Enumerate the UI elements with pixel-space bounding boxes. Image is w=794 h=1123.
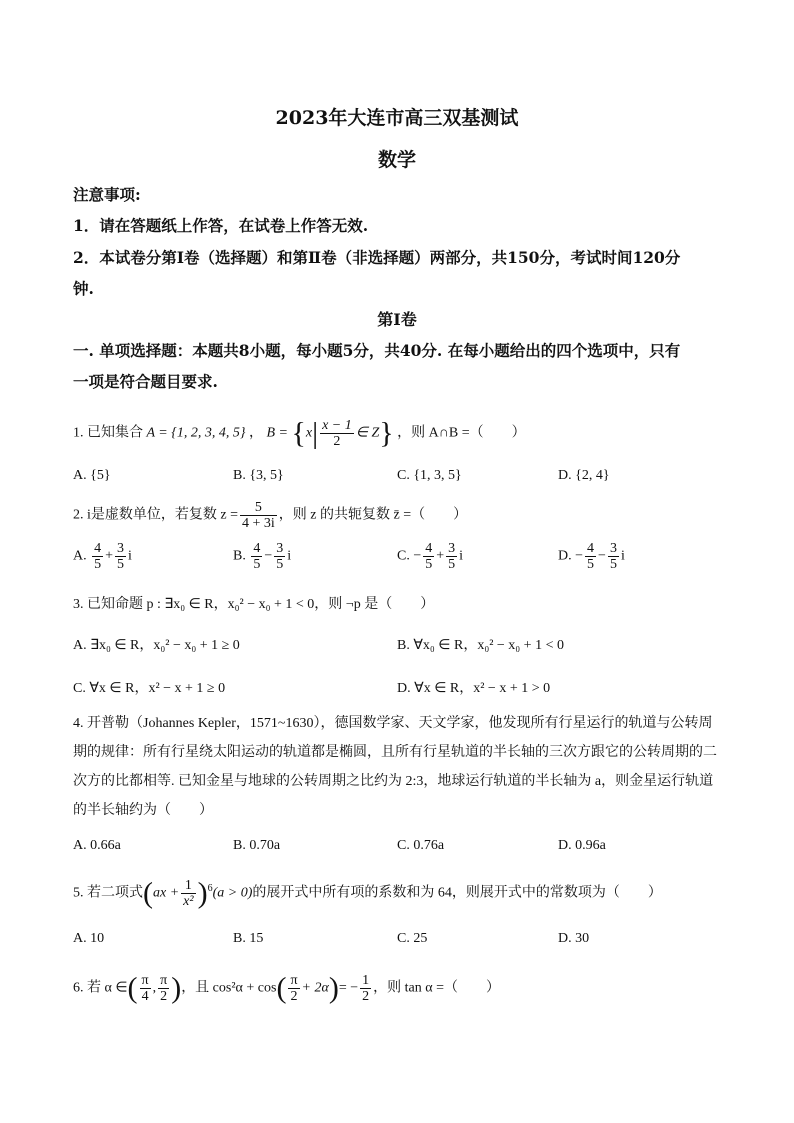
q1-frac-den: 2 bbox=[333, 434, 341, 449]
q1-frac-num: x − 1 bbox=[322, 418, 352, 433]
q2-prefix: 2. i是虚数单位，若复数 z = bbox=[73, 507, 238, 523]
q2-option-b bbox=[233, 541, 291, 572]
question-1: 1. 已知集合 A = {1, 2, 3, 4, 5} ， B = {x| $\frac{x - 1}{2}$ ∈ Z} ，则 A∩B =（ ） bbox=[73, 416, 526, 450]
q2-a-den1: 5 bbox=[94, 557, 102, 572]
q2-c-lead: − bbox=[413, 548, 422, 564]
q2-d-den1: 5 bbox=[587, 557, 595, 572]
q5-power: 6 bbox=[207, 883, 213, 895]
q2-opt-a-label: A. bbox=[73, 548, 87, 564]
q2-opt-b-label: B. bbox=[233, 548, 246, 564]
q1-set-b-var: x bbox=[305, 425, 313, 441]
q2-a-num2: 3 bbox=[117, 541, 125, 556]
q1-fraction bbox=[320, 418, 354, 449]
question-3: 3. 已知命题 p : ∃x₀ ∈ R，x₀² − x₀ + 1 < 0，则 ¬p 是（ ） bbox=[73, 597, 435, 612]
q1-suffix: ，则 A∩B =（ ） bbox=[397, 425, 526, 441]
q4-option-d: D. 0.96a bbox=[558, 838, 606, 853]
section-label: 第Ⅰ卷 bbox=[377, 310, 417, 329]
q6-prefix: 6. 若 α ∈ bbox=[73, 980, 128, 996]
q1-option-d: D. {2, 4} bbox=[558, 468, 610, 483]
q2-c-sign: + bbox=[436, 548, 445, 564]
section-instructions: 一. 单项选择题：本题共8小题，每小题5分，共40分. 在每小题给出的四个选项中，只有 bbox=[73, 341, 681, 360]
q4-line-1: 4. 开普勒（Johannes Kepler，1571~1630），德国数学家、天文学家，他发现所有行星运行的轨道与公转周 bbox=[73, 716, 713, 731]
q2-b-num2: 3 bbox=[276, 541, 284, 556]
q6-den-2c: 2 bbox=[362, 989, 370, 1004]
q4-option-b: B. 0.70a bbox=[233, 838, 281, 853]
q3-option-b: B. ∀x₀ ∈ R，x₀² − x₀ + 1 < 0 bbox=[397, 638, 564, 653]
q5-option-d: D. 30 bbox=[558, 931, 590, 946]
q2-c-den2: 5 bbox=[448, 557, 456, 572]
q2-c-i: i bbox=[459, 548, 464, 564]
q6-den-2: 2 bbox=[160, 989, 168, 1004]
q2-option-a bbox=[73, 541, 132, 572]
q2-suffix: ，则 z 的共轭复数 z̄ =（ ） bbox=[278, 507, 468, 523]
q4-option-c: C. 0.76a bbox=[397, 838, 445, 853]
q6-num-1: 1 bbox=[362, 973, 370, 988]
q5-option-c: C. 25 bbox=[397, 931, 428, 946]
exam-title: 2023年大连市高三双基测试 bbox=[275, 107, 519, 129]
q4-line-2: 期的规律：所有行星绕太阳运动的轨道都是椭圆，且所有行星轨道的半长轴的三次方跟它的公转周期的二 bbox=[73, 745, 717, 760]
q1-set-a: A = {1, 2, 3, 4, 5} bbox=[146, 425, 246, 441]
q4-line-3: 次方的比都相等. 已知金星与地球的公转周期之比约为 2:3，地球运行轨道的半长轴为 a，则金星运行轨道 bbox=[73, 774, 714, 789]
q6-pi-3: π bbox=[290, 973, 298, 988]
q2-d-num1: 4 bbox=[587, 541, 595, 556]
q2-c-den1: 5 bbox=[425, 557, 433, 572]
q1-option-c: C. {1, 3, 5} bbox=[397, 468, 462, 483]
q5-suffix: 的展开式中所有项的系数和为 64，则展开式中的常数项为（ ） bbox=[252, 885, 662, 901]
q2-b-i: i bbox=[287, 548, 292, 564]
q5-option-b: B. 15 bbox=[233, 931, 264, 946]
q1-option-a: A. {5} bbox=[73, 468, 111, 483]
q2-c-num1: 4 bbox=[425, 541, 433, 556]
q6-pi-2: π bbox=[160, 973, 168, 988]
q5-condition: (a > 0) bbox=[212, 885, 253, 901]
q2-option-c bbox=[397, 541, 463, 572]
q1-set-b-tail: ∈ Z bbox=[355, 425, 380, 441]
q6-mid: ，且 cos²α + cos bbox=[181, 980, 277, 996]
question-6: 6. 若 α ∈( $\frac{\pi}{4}$ , $\frac{\pi}{2}$ )，且 cos²α + cos( $\frac{\pi}{2}$ + 2α)= − $\frac{1}{2}$ ，则 tan α =（ ） bbox=[73, 971, 500, 1005]
q1-set-b-label: B = bbox=[266, 425, 292, 441]
q2-a-sign: + bbox=[105, 548, 114, 564]
q2-opt-d-label: D. bbox=[558, 548, 572, 564]
question-2 bbox=[73, 500, 467, 531]
notice-heading: 注意事项: bbox=[73, 185, 141, 204]
question-4 bbox=[73, 709, 723, 825]
q5-frac-num: 1 bbox=[181, 878, 195, 894]
q1-prefix: 1. 已知集合 bbox=[73, 425, 143, 441]
q2-b-den2: 5 bbox=[276, 557, 284, 572]
q5-option-a: A. 10 bbox=[73, 931, 105, 946]
section-instructions-cont: 一项是符合题目要求. bbox=[73, 372, 218, 391]
q2-b-den1: 5 bbox=[253, 557, 261, 572]
q2-option-d bbox=[558, 541, 625, 572]
q2-b-num1: 4 bbox=[253, 541, 261, 556]
q6-tail: + 2α bbox=[301, 980, 329, 996]
q2-d-lead: − bbox=[575, 548, 584, 564]
q5-prefix: 5. 若二项式 bbox=[73, 885, 143, 901]
q6-suffix: ，则 tan α =（ ） bbox=[373, 980, 500, 996]
q2-a-num1: 4 bbox=[94, 541, 102, 556]
q6-den-4: 4 bbox=[141, 989, 149, 1004]
q2-a-i: i bbox=[128, 548, 132, 564]
q1-sep: ， bbox=[248, 425, 263, 441]
exam-subject: 数学 bbox=[377, 149, 416, 171]
q2-fraction bbox=[240, 500, 277, 531]
q2-d-sign: − bbox=[598, 548, 606, 564]
q2-b-sign: − bbox=[264, 548, 273, 564]
notice-item-2-cont: 钟. bbox=[73, 279, 94, 298]
q5-expr: ax + bbox=[153, 885, 180, 901]
q3-option-a: A. ∃x₀ ∈ R，x₀² − x₀ + 1 ≥ 0 bbox=[73, 638, 240, 653]
q6-pi-1: π bbox=[141, 973, 149, 988]
question-5: 5. 若二项式(ax + $\frac{1}{\text{x²}}$ )$^6$(a > 0)的展开式中所有项的系数和为 64，则展开式中的常数项为（ ） bbox=[73, 876, 662, 910]
q2-a-den2: 5 bbox=[117, 557, 125, 572]
q2-frac-den: 4 + 3i bbox=[242, 516, 275, 531]
q6-den-2b: 2 bbox=[290, 989, 298, 1004]
q4-option-a: A. 0.66a bbox=[73, 838, 121, 853]
q2-d-num2: 3 bbox=[609, 541, 617, 556]
q2-d-i: i bbox=[620, 548, 625, 564]
q3-option-d: D. ∀x ∈ R，x² − x + 1 > 0 bbox=[397, 681, 551, 696]
q2-c-num2: 3 bbox=[448, 541, 456, 556]
q4-line-4: 的半长轴约为（ ） bbox=[73, 803, 213, 818]
q2-opt-c-label: C. bbox=[397, 548, 410, 564]
q2-frac-num: 5 bbox=[240, 500, 277, 516]
notice-item-1: 1．请在答题纸上作答，在试卷上作答无效. bbox=[73, 216, 369, 235]
q6-eq: = − bbox=[338, 980, 359, 996]
q1-option-b: B. {3, 5} bbox=[233, 468, 284, 483]
q3-option-c: C. ∀x ∈ R，x² − x + 1 ≥ 0 bbox=[73, 681, 226, 696]
q5-frac-den: x² bbox=[183, 894, 194, 909]
q5-fraction bbox=[181, 878, 195, 909]
q2-d-den2: 5 bbox=[609, 557, 617, 572]
notice-item-2: 2．本试卷分第Ⅰ卷（选择题）和第Ⅱ卷（非选择题）两部分，共150分，考试时间120分 bbox=[73, 248, 681, 267]
